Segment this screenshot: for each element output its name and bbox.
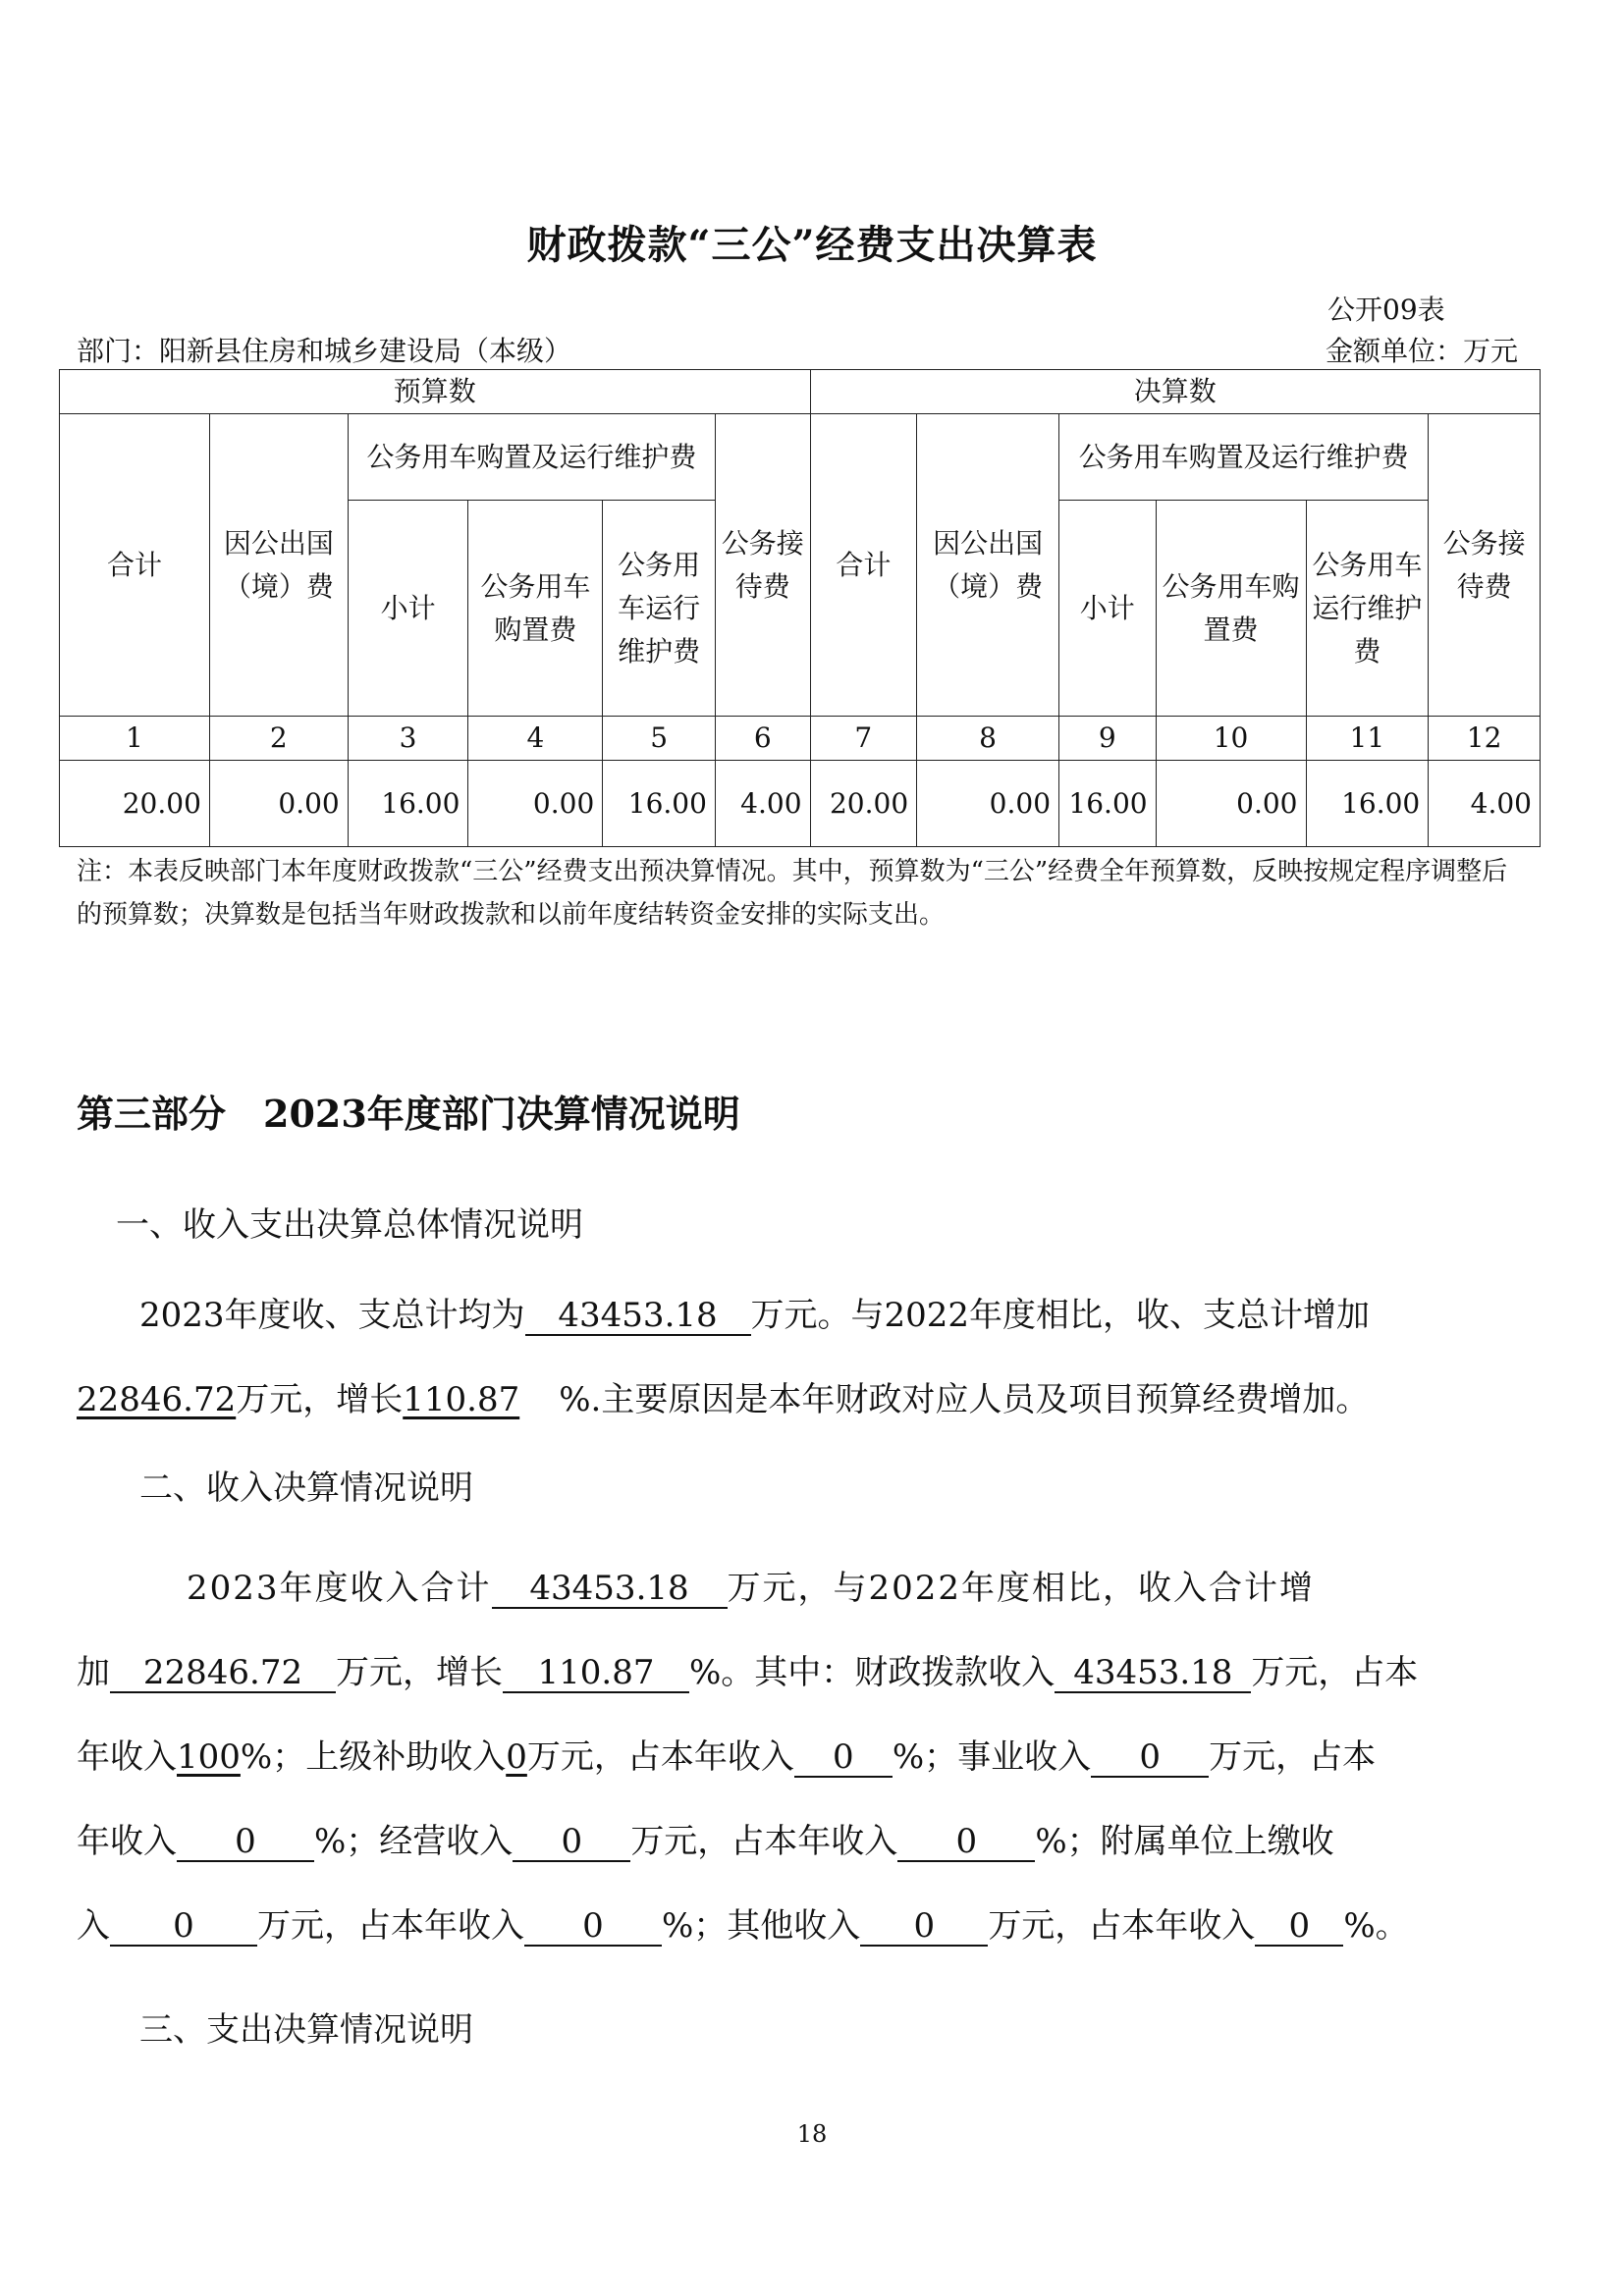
value-oper: 0 [513,1823,630,1862]
table-number: 公开09表 [1327,294,1445,326]
col-number: 5 [603,717,716,761]
value-cell: 16.00 [1059,761,1157,847]
col-number: 3 [348,717,468,761]
value-career: 0 [1091,1738,1209,1778]
header-subtotal-final: 小计 [1059,501,1157,717]
value-cell: 16.00 [1306,761,1429,847]
value-affiliate: 0 [110,1907,257,1947]
subheading-2: 二、收入决算情况说明 [139,1468,473,1508]
col-number: 2 [209,717,348,761]
value-career-pct: 0 [177,1823,314,1862]
col-number: 7 [810,717,917,761]
text: %。 [1343,1906,1409,1946]
text: %；其他收入 [662,1906,861,1946]
text: 万元。与2022年度相比，收、支总计增加 [750,1296,1371,1335]
page-title: 财政拨款“三公”经费支出决算表 [526,222,1098,268]
text: 2023年度收入合计 [187,1569,492,1608]
header-budget: 预算数 [60,370,811,414]
value-other-pct: 0 [1255,1907,1343,1947]
value-oper-pct: 0 [897,1823,1035,1862]
value-cell: 0.00 [468,761,603,847]
paragraph-2-line-4 [77,1814,1334,1862]
header-abroad-final: 因公出国（境）费 [917,414,1059,717]
value-increase: 22846.72 [77,1380,237,1419]
text: %；附属单位上缴收 [1035,1822,1334,1861]
value-cell: 0.00 [917,761,1059,847]
header-vehicle-run-final: 公务用车运行维护费 [1306,501,1429,717]
text: %。其中：财政拨款收入 [689,1653,1056,1692]
text: %；事业收入 [892,1737,1092,1777]
value-rate: 110.87 [403,1380,520,1419]
text: %；经营收入 [314,1822,514,1861]
header-final: 决算数 [810,370,1540,414]
text: 入 [77,1906,110,1946]
paragraph-2-line-1 [187,1561,1315,1609]
col-number: 4 [468,717,603,761]
text: 万元，占本年收入 [630,1822,898,1861]
value-sub: 0 [506,1737,527,1777]
value-fiscal: 43453.18 [1055,1654,1251,1693]
header-vehicle-group-final: 公务用车购置及运行维护费 [1059,414,1429,501]
department-label: 部门：阳新县住房和城乡建设局（本级） [77,335,572,367]
value-increase: 22846.72 [110,1654,336,1693]
header-vehicle-purchase-final: 公务用车购置费 [1156,501,1306,717]
header-abroad-budget: 因公出国（境）费 [209,414,348,717]
text: 年收入 [77,1822,177,1861]
value-row [60,761,1541,847]
col-number: 1 [60,717,210,761]
value-rate: 110.87 [503,1654,689,1693]
header-vehicle-group-budget: 公务用车购置及运行维护费 [348,414,715,501]
col-number: 10 [1156,717,1306,761]
value-sub-pct: 0 [794,1738,893,1778]
col-number: 6 [715,717,810,761]
section-heading: 第三部分 2023年度部门决算情况说明 [77,1092,740,1136]
value-cell: 20.00 [810,761,917,847]
value-fiscal-pct: 100 [177,1737,241,1777]
value-income: 43453.18 [492,1570,728,1609]
paragraph-1-line-1 [139,1288,1370,1336]
text: 年收入 [77,1737,177,1777]
header-subtotal-budget: 小计 [348,501,468,717]
value-other: 0 [860,1907,988,1947]
header-reception-final: 公务接待费 [1429,414,1541,717]
subheading-1: 一、收入支出决算总体情况说明 [116,1205,583,1245]
text: 2023年度收、支总计均为 [139,1296,525,1335]
text: %；上级补助收入 [240,1737,507,1777]
text: 万元，占本年收入 [257,1906,524,1946]
header-vehicle-purchase-budget: 公务用车购置费 [468,501,603,717]
column-number-row [60,717,1541,761]
value-cell: 4.00 [715,761,810,847]
header-total-budget: 合计 [60,414,210,717]
value-cell: 16.00 [603,761,716,847]
text: %.主要原因是本年财政对应人员及项目预算经费增加。 [559,1380,1370,1419]
paragraph-2-line-5 [77,1898,1409,1947]
text: 万元，占本年收入 [988,1906,1256,1946]
value-cell: 16.00 [348,761,468,847]
value-cell: 4.00 [1429,761,1541,847]
col-number: 12 [1429,717,1541,761]
subheading-3: 三、支出决算情况说明 [139,2010,473,2050]
value-cell: 20.00 [60,761,210,847]
text: 万元，占本年收入 [526,1737,794,1777]
unit-label: 金额单位：万元 [1326,335,1519,367]
text: 万元，占本 [1251,1653,1419,1692]
header-total-final: 合计 [810,414,917,717]
paragraph-2-line-2 [77,1645,1418,1693]
text: 万元，占本 [1209,1737,1377,1777]
value-cell: 0.00 [1156,761,1306,847]
text: 万元，增长 [236,1380,404,1419]
header-vehicle-run-budget: 公务用车运行维护费 [603,501,716,717]
col-number: 9 [1059,717,1157,761]
col-number: 8 [917,717,1059,761]
value-total: 43453.18 [525,1297,751,1336]
paragraph-2-line-3 [77,1730,1376,1778]
header-reception-budget: 公务接待费 [715,414,810,717]
text: 万元，与2022年度相比，收入合计增 [727,1569,1316,1608]
page-number: 18 [796,2120,828,2148]
text: 万元，增长 [336,1653,503,1692]
paragraph-1-line-2 [77,1372,1369,1420]
table-note: 注：本表反映部门本年度财政拨款“三公”经费支出预决算情况。其中，预算数为“三公”经费全年预算数，反映按规定程序调整后的预算数；决算数是包括当年财政拨款和以前年度结转资金安排的实际支出。 [77,857,1508,930]
value-affiliate-pct: 0 [524,1907,662,1947]
value-cell: 0.00 [209,761,348,847]
col-number: 11 [1306,717,1429,761]
three-public-expense-table [59,369,1541,847]
text: 加 [77,1653,110,1692]
